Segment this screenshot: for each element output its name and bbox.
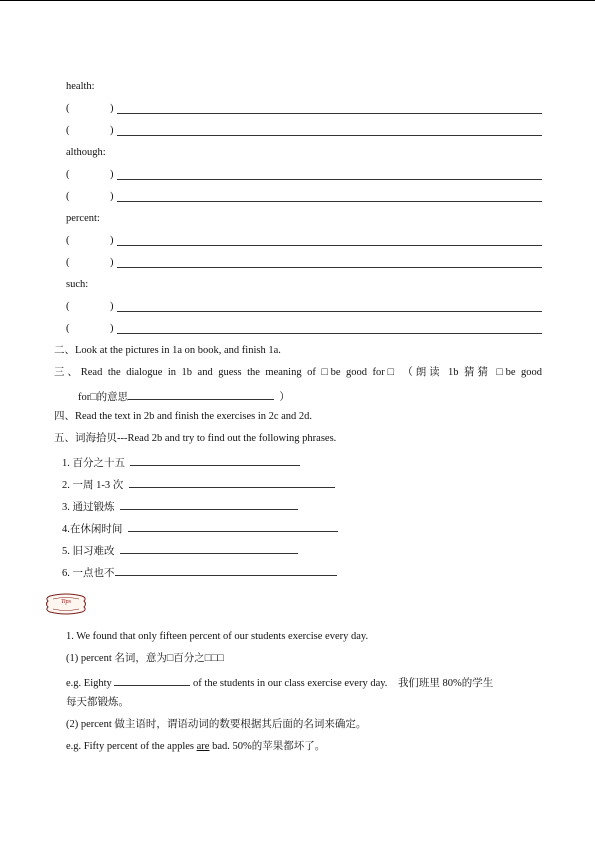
answer-row xyxy=(66,124,542,138)
phrase-item xyxy=(62,476,335,492)
phrase-label: 2. 一周 1-3 次 xyxy=(62,480,124,491)
paren-open: ( xyxy=(66,301,70,312)
answer-line[interactable] xyxy=(117,245,542,246)
phrase-label: 1. 百分之十五 xyxy=(62,458,125,469)
answer-row xyxy=(66,168,542,182)
example-2-start: e.g. Fifty percent of the apples xyxy=(66,741,194,752)
paren-close: ) xyxy=(110,257,114,268)
phrase-item xyxy=(62,520,338,536)
example-1-blank[interactable] xyxy=(114,674,190,686)
answer-row xyxy=(66,256,542,270)
example-1-start: e.g. Eighty xyxy=(66,678,112,689)
note-percent-noun: (1) percent 名词，意为□百分之□□□ xyxy=(66,653,224,664)
phrase-label: 5. 旧习难改 xyxy=(62,546,115,557)
paren-close: ) xyxy=(110,301,114,312)
answer-row xyxy=(66,300,542,314)
phrase-item xyxy=(62,454,300,470)
vocab-word-such: such: xyxy=(66,279,89,290)
paren-close: ) xyxy=(110,125,114,136)
answer-line[interactable] xyxy=(117,311,542,312)
task-5: 五、词海拾贝---Read 2b and try to find out the following phrases. xyxy=(54,433,337,444)
task-2: 二、Look at the pictures in 1a on book, and finish 1a. xyxy=(54,345,281,356)
phrase-label: 6. 一点也不 xyxy=(62,568,115,579)
answer-line[interactable] xyxy=(117,113,542,114)
answer-line[interactable] xyxy=(117,135,542,136)
paren-close: ) xyxy=(110,169,114,180)
phrase-blank[interactable] xyxy=(129,476,335,488)
answer-line[interactable] xyxy=(117,333,542,334)
example-1-translation: 我们班里 80%的学生 xyxy=(397,678,494,689)
paren-open: ( xyxy=(66,169,70,180)
answer-row xyxy=(66,234,542,248)
phrase-item xyxy=(62,542,298,558)
paren-close: ) xyxy=(110,235,114,246)
answer-line[interactable] xyxy=(117,267,542,268)
answer-line[interactable] xyxy=(117,201,542,202)
paren-close: ) xyxy=(110,323,114,334)
phrase-blank[interactable] xyxy=(128,520,338,532)
example-2-verb: are xyxy=(196,741,210,752)
phrase-item xyxy=(62,498,298,514)
phrase-blank[interactable] xyxy=(120,542,298,554)
phrase-label: 4.在休闲时间 xyxy=(62,524,123,535)
example-2-end: bad. 50%的苹果都坏了。 xyxy=(212,741,326,752)
paren-open: ( xyxy=(66,191,70,202)
answer-row xyxy=(66,102,542,116)
page-top-rule xyxy=(0,0,595,1)
note-example-1-cont: 每天都锻炼。 xyxy=(66,697,129,708)
note-example-2 xyxy=(66,740,325,753)
phrase-blank[interactable] xyxy=(130,454,300,466)
task-3-text: for□的意思 xyxy=(78,392,129,403)
task-3-blank[interactable] xyxy=(128,388,274,400)
note-example-1 xyxy=(66,674,493,690)
paren-open: ( xyxy=(66,125,70,136)
answer-row xyxy=(66,322,542,336)
paren-close: ) xyxy=(110,103,114,114)
example-1-end: of the students in our class exercise every day. xyxy=(193,678,388,689)
phrase-blank[interactable] xyxy=(120,498,298,510)
note-percent-subject: (2) percent 做主语时，谓语动词的数要根据其后面的名词来确定。 xyxy=(66,719,367,730)
answer-row xyxy=(66,190,542,204)
task-4: 四、Read the text in 2b and finish the exercises in 2c and 2d. xyxy=(54,411,313,422)
task-3-line2 xyxy=(78,388,290,404)
paren-open: ( xyxy=(66,323,70,334)
vocab-word-percent: percent: xyxy=(66,213,100,224)
tips-label: Tips xyxy=(60,599,71,605)
phrase-item xyxy=(62,564,337,580)
vocab-word-health: health: xyxy=(66,81,95,92)
paren-close: ) xyxy=(110,191,114,202)
task-3-close: ） xyxy=(279,392,290,403)
paren-open: ( xyxy=(66,103,70,114)
answer-line[interactable] xyxy=(117,179,542,180)
vocab-word-although: although: xyxy=(66,147,106,158)
note-sentence: 1. We found that only fifteen percent of our students exercise every day. xyxy=(66,631,369,642)
phrase-label: 3. 通过锻炼 xyxy=(62,502,115,513)
phrase-blank[interactable] xyxy=(115,564,337,576)
paren-open: ( xyxy=(66,257,70,268)
task-3-line1: 三、Read the dialogue in 1b and guess the meaning of □be good for□ （朗读 1b 猜猜 □be good xyxy=(54,367,542,378)
tips-badge xyxy=(44,592,88,616)
paren-open: ( xyxy=(66,235,70,246)
